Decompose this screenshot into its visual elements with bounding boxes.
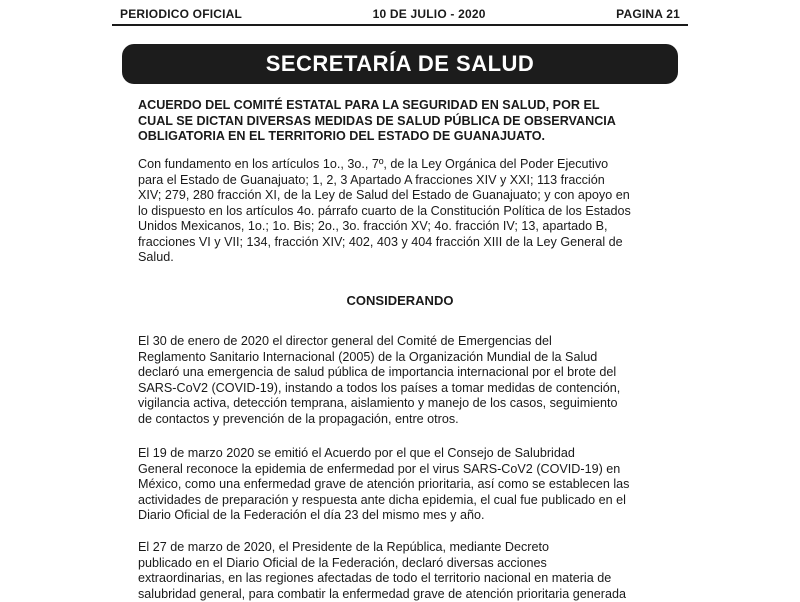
section-banner: SECRETARÍA DE SALUD [122, 44, 678, 84]
header-page-number: PAGINA 21 [616, 7, 680, 21]
considerando-paragraph-2: El 19 de marzo 2020 se emitió el Acuerdo por el que el Consejo de Salubridad General reconoce la epidemia de enfermedad por el virus SARS-CoV2 (COVID-19) en México, como una enfermedad grave de atención prioritaria, así como se establecen las actividades de preparación y respuesta ante dicha epidemia, el cual fue publicado en el Diario Oficial de la Federación el día 23 del mismo mes y año. [138, 446, 630, 522]
document-title: ACUERDO DEL COMITÉ ESTATAL PARA LA SEGURIDAD EN SALUD, POR EL CUAL SE DICTAN DIVERSAS MEDIDAS DE SALUD PÚBLICA DE OBSERVANCIA OBLIGATORIA EN EL TERRITORIO DEL ESTADO DE GUANAJUATO. [138, 98, 616, 143]
considerando-paragraph-1: El 30 de enero de 2020 el director general del Comité de Emergencias del Reglamento Sanitario Internacional (2005) de la Organización Mundial de la Salud declaró una emergencia de salud pública de importancia internacional por el brote del SARS-CoV2 (COVID-19), instando a todos los países a tomar medidas de contención, vigilancia activa, detección temprana, aislamiento y manejo de los casos, seguimiento de contactos y prevención de la propagación, entre otros. [138, 334, 621, 426]
considerando-paragraph-3: El 27 de marzo de 2020, el Presidente de la República, mediante Decreto publicado en el Diario Oficial de la Federación, declaró diversas acciones extraordinarias, en las regiones afectadas de todo el territorio nacional en materia de salubridad general, para combatir la enfermedad grave de atención prioritaria generada [138, 540, 626, 601]
legal-basis-paragraph: Con fundamento en los artículos 1o., 3o., 7º, de la Ley Orgánica del Poder Ejecutivo para el Estado de Guanajuato; 1, 2, 3 Apartado A fracciones XIV y XXI; 113 fracción XIV; 279, 280 fracción XI, de la Ley de Salud del Estado de Guanajuato; y con apoyo en lo dispuesto en los artículos 4o. párrafo cuarto de la Constitución Política de los Estados Unidos Mexicanos, 1o.; 1o. Bis; 2o., 3o. fracción XV; 4o. fracción IV; 13, apartado B, fracciones VI y VII; 134, fracción XIV; 402, 403 y 404 fracción XIII de la Ley General de Salud. [138, 157, 631, 264]
page-header [112, 6, 688, 26]
header-publication: PERIODICO OFICIAL [120, 7, 243, 21]
header-date: 10 DE JULIO - 2020 [372, 7, 486, 21]
document-page [112, 0, 688, 600]
considerando-heading: CONSIDERANDO [346, 293, 454, 308]
